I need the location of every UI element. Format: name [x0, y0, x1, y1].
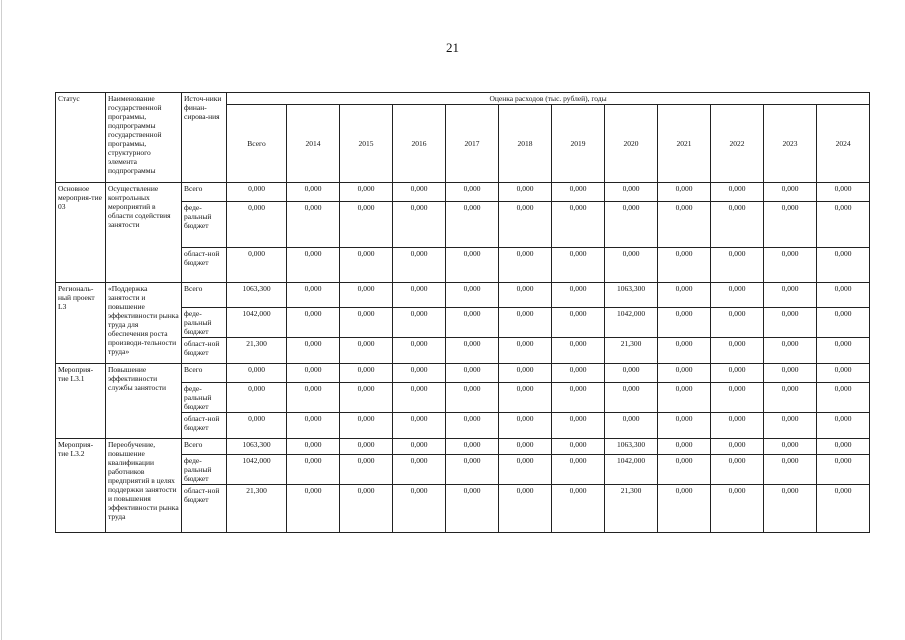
- cell-year-value: 0,000: [552, 439, 605, 455]
- row-source: Всего: [182, 439, 227, 455]
- cell-year-value: 0,000: [817, 308, 870, 338]
- cell-year-value: 0,000: [552, 283, 605, 308]
- cell-year-value: 0,000: [499, 338, 552, 364]
- cell-year-value: 0,000: [711, 202, 764, 248]
- header-col-year: 2021: [658, 105, 711, 183]
- cell-year-value: 0,000: [658, 283, 711, 308]
- cell-year-value: 0,000: [393, 383, 446, 413]
- cell-year-value: 0,000: [552, 455, 605, 485]
- cell-year-value: 0,000: [817, 202, 870, 248]
- table-body: [56, 183, 870, 533]
- cell-year-value: 0,000: [605, 183, 658, 202]
- cell-year-value: 0,000: [287, 383, 340, 413]
- header-col-total: Всего: [227, 105, 287, 183]
- cell-year-value: 0,000: [764, 308, 817, 338]
- cell-year-value: 0,000: [764, 383, 817, 413]
- cell-year-value: 0,000: [711, 338, 764, 364]
- row-source: феде-ральный бюджет: [182, 383, 227, 413]
- cell-year-value: 0,000: [446, 383, 499, 413]
- cell-year-value: 0,000: [817, 455, 870, 485]
- cell-year-value: 0,000: [764, 485, 817, 533]
- cell-year-value: 0,000: [340, 338, 393, 364]
- header-cost-title: Оценка расходов (тыс. рублей), годы: [227, 93, 870, 105]
- row-name: Осуществление контрольных мероприятий в области содействия занятости: [106, 183, 182, 283]
- header-status: Статус: [56, 93, 106, 183]
- cell-year-value: 0,000: [552, 248, 605, 283]
- cell-year-value: 0,000: [446, 183, 499, 202]
- header-source: Источ-ники финан-сирова-ния: [182, 93, 227, 183]
- row-name: Переобучение, повышение квалификации работников предприятий в целях поддержки занятости и повышения эффективности рынка труда: [106, 439, 182, 533]
- cell-year-value: 0,000: [711, 283, 764, 308]
- header-col-year: 2016: [393, 105, 446, 183]
- header-name: Наименование государственной программы, подпрограммы государственной программы, структурного элемента подпрограммы: [106, 93, 182, 183]
- cell-year-value: 0,000: [764, 248, 817, 283]
- row-source: Всего: [182, 183, 227, 202]
- cell-year-value: 0,000: [446, 485, 499, 533]
- cell-year-value: 0,000: [446, 455, 499, 485]
- cell-year-value: 0,000: [711, 308, 764, 338]
- cell-year-value: 0,000: [658, 383, 711, 413]
- cell-total: 0,000: [227, 383, 287, 413]
- cell-year-value: 0,000: [340, 248, 393, 283]
- cell-year-value: 0,000: [287, 202, 340, 248]
- cell-year-value: 0,000: [711, 248, 764, 283]
- cell-year-value: 0,000: [393, 202, 446, 248]
- cell-year-value: 0,000: [764, 283, 817, 308]
- row-source: Всего: [182, 283, 227, 308]
- row-status: Мероприя-тие L3.2: [56, 439, 106, 533]
- header-col-year: 2022: [711, 105, 764, 183]
- cell-year-value: 0,000: [499, 485, 552, 533]
- cell-year-value: 0,000: [287, 338, 340, 364]
- row-source: област-ной бюджет: [182, 413, 227, 439]
- row-status: Региональ-ный проект L3: [56, 283, 106, 364]
- row-source: област-ной бюджет: [182, 248, 227, 283]
- cell-year-value: 0,000: [764, 455, 817, 485]
- cell-year-value: 0,000: [658, 413, 711, 439]
- cell-year-value: 0,000: [658, 439, 711, 455]
- cell-year-value: 0,000: [446, 364, 499, 383]
- cell-year-value: 0,000: [817, 283, 870, 308]
- cell-year-value: 0,000: [552, 383, 605, 413]
- cell-total: 0,000: [227, 183, 287, 202]
- cell-year-value: 0,000: [552, 338, 605, 364]
- cell-year-value: 0,000: [658, 202, 711, 248]
- cell-year-value: 0,000: [711, 455, 764, 485]
- cell-year-value: 0,000: [287, 283, 340, 308]
- cell-year-value: 0,000: [393, 183, 446, 202]
- cell-year-value: 0,000: [340, 202, 393, 248]
- cell-year-value: 0,000: [658, 248, 711, 283]
- cell-year-value: 0,000: [764, 183, 817, 202]
- cell-year-value: 0,000: [499, 183, 552, 202]
- cell-year-value: 0,000: [446, 202, 499, 248]
- cell-year-value: 0,000: [605, 364, 658, 383]
- cell-year-value: 0,000: [711, 183, 764, 202]
- cell-year-value: 0,000: [446, 248, 499, 283]
- cell-year-value: 0,000: [340, 383, 393, 413]
- cell-year-value: 0,000: [817, 439, 870, 455]
- cell-year-value: 0,000: [711, 485, 764, 533]
- cell-year-value: 0,000: [552, 202, 605, 248]
- cell-year-value: 0,000: [817, 364, 870, 383]
- cell-year-value: 0,000: [393, 308, 446, 338]
- cell-year-value: 0,000: [446, 283, 499, 308]
- cell-year-value: 0,000: [658, 485, 711, 533]
- cell-year-value: 0,000: [658, 338, 711, 364]
- cell-year-value: 0,000: [446, 338, 499, 364]
- cell-year-value: 0,000: [446, 308, 499, 338]
- cell-year-value: 0,000: [605, 413, 658, 439]
- row-source: област-ной бюджет: [182, 485, 227, 533]
- cell-year-value: 0,000: [287, 308, 340, 338]
- cell-year-value: 0,000: [764, 202, 817, 248]
- cell-year-value: 0,000: [817, 183, 870, 202]
- cell-year-value: 0,000: [552, 413, 605, 439]
- cell-year-value: 0,000: [817, 248, 870, 283]
- cell-year-value: 0,000: [393, 413, 446, 439]
- cell-year-value: 0,000: [658, 308, 711, 338]
- cell-year-value: 0,000: [393, 485, 446, 533]
- cell-year-value: 0,000: [393, 439, 446, 455]
- cell-year-value: 1042,000: [605, 455, 658, 485]
- cell-year-value: 0,000: [287, 413, 340, 439]
- cell-year-value: 0,000: [605, 202, 658, 248]
- row-source: Всего: [182, 364, 227, 383]
- cell-year-value: 0,000: [499, 455, 552, 485]
- cell-total: 1042,000: [227, 455, 287, 485]
- header-col-year: 2017: [446, 105, 499, 183]
- cell-year-value: 0,000: [711, 383, 764, 413]
- cell-year-value: 0,000: [711, 439, 764, 455]
- cell-year-value: 0,000: [552, 308, 605, 338]
- table-row: [56, 183, 870, 202]
- cell-year-value: 0,000: [393, 338, 446, 364]
- cell-year-value: 21,300: [605, 338, 658, 364]
- cell-year-value: 0,000: [817, 338, 870, 364]
- cell-year-value: 0,000: [287, 183, 340, 202]
- header-row-top: [56, 93, 870, 105]
- table-row: [56, 439, 870, 455]
- cell-total: 0,000: [227, 364, 287, 383]
- cell-year-value: 0,000: [711, 364, 764, 383]
- cell-year-value: 0,000: [340, 183, 393, 202]
- cell-year-value: 0,000: [711, 413, 764, 439]
- cell-year-value: 0,000: [499, 248, 552, 283]
- cell-total: 1063,300: [227, 439, 287, 455]
- header-col-year: 2014: [287, 105, 340, 183]
- cell-total: 0,000: [227, 248, 287, 283]
- cell-year-value: 0,000: [499, 364, 552, 383]
- page-number: 21: [446, 40, 459, 55]
- cell-total: 1063,300: [227, 283, 287, 308]
- cell-year-value: 0,000: [499, 202, 552, 248]
- cell-year-value: 0,000: [340, 455, 393, 485]
- cell-year-value: 0,000: [287, 455, 340, 485]
- cell-year-value: 0,000: [499, 413, 552, 439]
- row-source: феде-ральный бюджет: [182, 202, 227, 248]
- cell-year-value: 0,000: [499, 283, 552, 308]
- cell-year-value: 0,000: [393, 283, 446, 308]
- cell-year-value: 0,000: [287, 364, 340, 383]
- cell-year-value: 0,000: [605, 383, 658, 413]
- cell-total: 0,000: [227, 413, 287, 439]
- table-row: [56, 283, 870, 308]
- table-row: [56, 364, 870, 383]
- cell-year-value: 0,000: [817, 383, 870, 413]
- row-name: «Поддержка занятости и повышение эффективности рынка труда для обеспечения роста производи-тельности труда»: [106, 283, 182, 364]
- header-col-year: 2015: [340, 105, 393, 183]
- cell-year-value: 0,000: [817, 485, 870, 533]
- cell-year-value: 0,000: [446, 413, 499, 439]
- header-col-year: 2018: [499, 105, 552, 183]
- cell-year-value: 0,000: [658, 455, 711, 485]
- cell-year-value: 0,000: [499, 308, 552, 338]
- cell-year-value: 0,000: [340, 283, 393, 308]
- scan-edge-line: [1, 0, 2, 640]
- cell-year-value: 0,000: [287, 485, 340, 533]
- row-status: Мероприя-тие L3.1: [56, 364, 106, 439]
- cell-year-value: 0,000: [764, 364, 817, 383]
- cell-year-value: 1063,300: [605, 283, 658, 308]
- row-status: Основное мероприя-тие 03: [56, 183, 106, 283]
- cell-year-value: 0,000: [764, 413, 817, 439]
- cell-year-value: 0,000: [287, 439, 340, 455]
- cell-year-value: 21,300: [605, 485, 658, 533]
- cell-year-value: 0,000: [605, 248, 658, 283]
- cell-year-value: 0,000: [658, 183, 711, 202]
- expense-estimate-table: [55, 92, 870, 533]
- cell-total: 0,000: [227, 202, 287, 248]
- cell-year-value: 0,000: [393, 248, 446, 283]
- cell-year-value: 0,000: [340, 308, 393, 338]
- cell-total: 21,300: [227, 485, 287, 533]
- cell-year-value: 0,000: [764, 439, 817, 455]
- cell-year-value: 0,000: [340, 439, 393, 455]
- cell-year-value: 0,000: [393, 455, 446, 485]
- header-col-year: 2019: [552, 105, 605, 183]
- cell-total: 21,300: [227, 338, 287, 364]
- header-col-year: 2024: [817, 105, 870, 183]
- header-col-year: 2023: [764, 105, 817, 183]
- cell-year-value: 1063,300: [605, 439, 658, 455]
- cell-total: 1042,000: [227, 308, 287, 338]
- cell-year-value: 0,000: [499, 439, 552, 455]
- row-source: феде-ральный бюджет: [182, 455, 227, 485]
- row-source: област-ной бюджет: [182, 338, 227, 364]
- row-name: Повышение эффективности службы занятости: [106, 364, 182, 439]
- cell-year-value: 0,000: [393, 364, 446, 383]
- cell-year-value: 1042,000: [605, 308, 658, 338]
- header-col-year: 2020: [605, 105, 658, 183]
- cell-year-value: 0,000: [340, 413, 393, 439]
- cell-year-value: 0,000: [446, 439, 499, 455]
- cell-year-value: 0,000: [552, 485, 605, 533]
- cell-year-value: 0,000: [552, 364, 605, 383]
- cell-year-value: 0,000: [817, 413, 870, 439]
- cell-year-value: 0,000: [764, 338, 817, 364]
- cell-year-value: 0,000: [340, 485, 393, 533]
- cell-year-value: 0,000: [499, 383, 552, 413]
- cell-year-value: 0,000: [287, 248, 340, 283]
- cell-year-value: 0,000: [552, 183, 605, 202]
- row-source: феде-ральный бюджет: [182, 308, 227, 338]
- cell-year-value: 0,000: [340, 364, 393, 383]
- cell-year-value: 0,000: [658, 364, 711, 383]
